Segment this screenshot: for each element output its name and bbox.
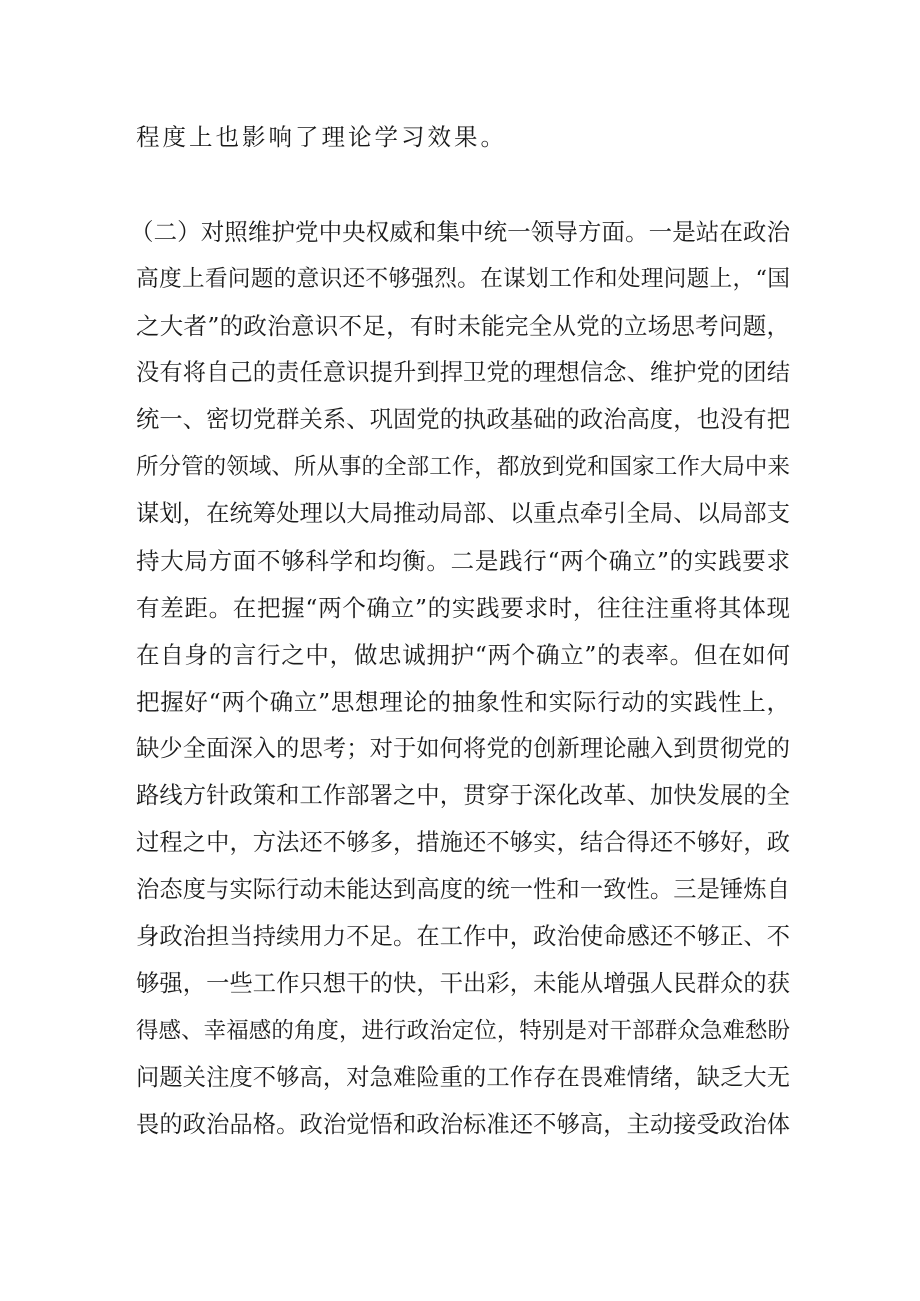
text-line-6: 统一、密切党群关系、巩固党的执政基础的政治高度，也没有把 [136, 406, 790, 433]
text-line-20: 问题关注度不够高，对急难险重的工作存在畏难情绪，缺乏大无 [136, 1064, 790, 1091]
text-line-5: 没有将自己的责任意识提升到捍卫党的理想信念、维护党的团结 [136, 359, 790, 386]
text-line-11: 在自身的言行之中，做忠诚拥护“两个确立”的表率。但在如何 [136, 641, 790, 669]
text-line-18: 够强，一些工作只想干的快，干出彩，未能从增强人民群众的获 [136, 970, 790, 997]
text-line-17: 身政治担当持续用力不足。在工作中，政治使命感还不够正、不 [136, 923, 790, 950]
text-line-12: 把握好“两个确立”思想理论的抽象性和实际行动的实践性上， [136, 688, 790, 716]
section-heading-line: （二）对照维护党中央权威和集中统一领导方面。一是站在政治 [130, 218, 790, 246]
text-line-15: 过程之中，方法还不够多，措施还不够实，结合得还不够好，政 [136, 829, 790, 856]
text-line-9: 持大局方面不够科学和均衡。二是践行“两个确立”的实践要求 [136, 547, 790, 575]
text-line-21: 畏的政治品格。政治觉悟和政治标准还不够高，主动接受政治体 [136, 1111, 790, 1138]
text-line-7: 所分管的领域、所从事的全部工作，都放到党和国家工作大局中来 [136, 454, 790, 480]
text-line-16: 治态度与实际行动未能达到高度的统一性和一致性。三是锤炼自 [136, 876, 790, 903]
text-line-4: 之大者”的政治意识不足，有时未能完全从党的立场思考问题， [136, 312, 790, 340]
text-line-1: 程度上也影响了理论学习效果。 [136, 123, 507, 151]
text-line-3: 高度上看问题的意识还不够强烈。在谋划工作和处理问题上，“国 [136, 266, 790, 292]
text-line-8: 谋划，在统筹处理以大局推动局部、以重点牵引全局、以局部支 [136, 500, 790, 527]
text-line-13: 缺少全面深入的思考；对于如何将党的创新理论融入到贯彻党的 [136, 735, 790, 762]
text-line-19: 得感、幸福感的角度，进行政治定位，特别是对干部群众急难愁盼 [136, 1018, 790, 1044]
text-line-10: 有差距。在把握“两个确立”的实践要求时，往往注重将其体现 [136, 594, 790, 622]
text-line-14: 路线方针政策和工作部署之中，贯穿于深化改革、加快发展的全 [136, 782, 790, 809]
